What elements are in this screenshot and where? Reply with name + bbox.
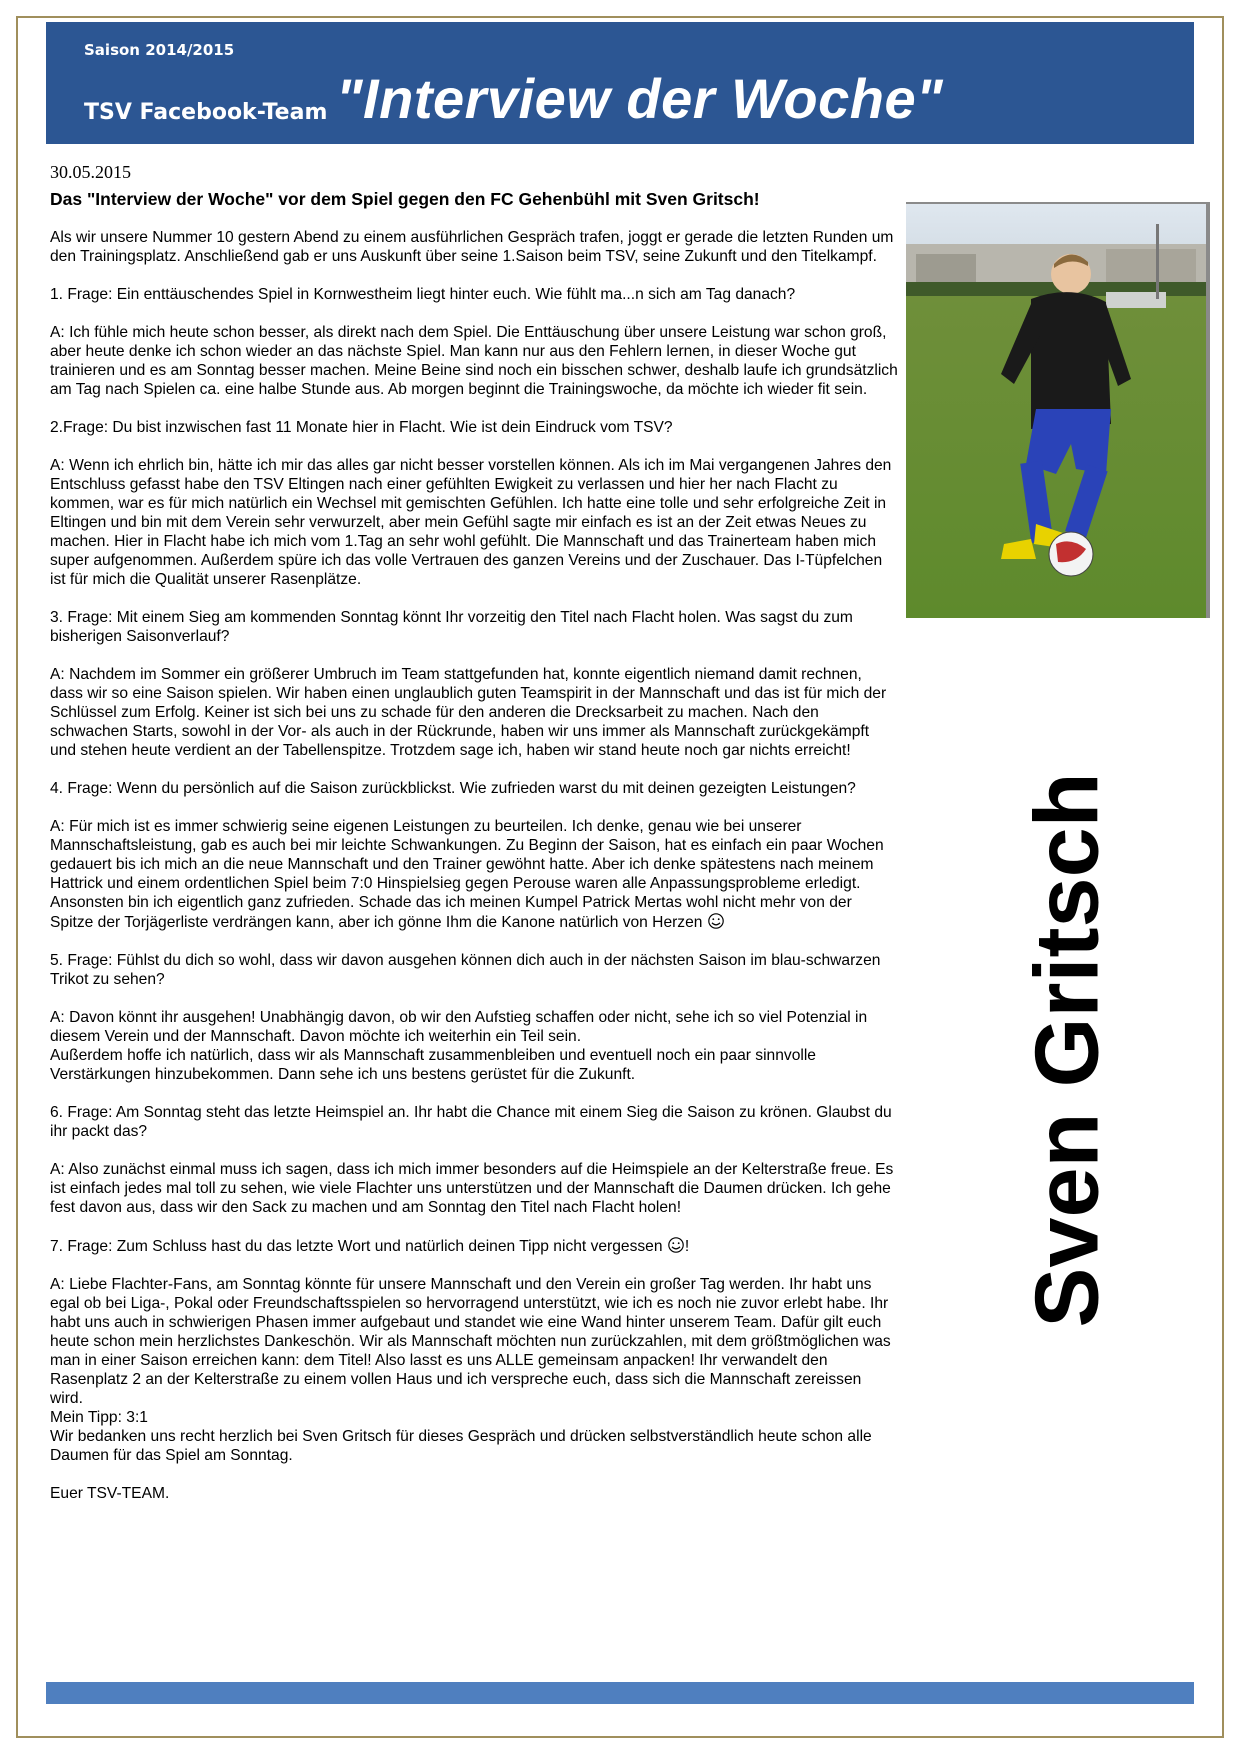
- question-3: 3. Frage: Mit einem Sieg am kommenden Sonntag könnt Ihr vorzeitig den Titel nach Flacht holen. Was sagst du zum bisherigen Saisonverlauf?: [50, 609, 853, 645]
- article-date: 30.05.2015: [50, 162, 131, 182]
- question-1: 1. Frage: Ein enttäuschendes Spiel in Kornwestheim liegt hinter euch. Wie fühlt ma...n sich am Tag danach?: [50, 286, 796, 303]
- intro-paragraph: Als wir unsere Nummer 10 gestern Abend zu einem ausführlichen Gespräch trafen, joggt er gerade die letzten Runden um den Trainingsplatz. Anschließend gab er uns Auskunft über seine 1.Saison beim TSV, seine Zukunft und den Titelkampf.: [50, 229, 894, 265]
- team-label: TSV Facebook-Team: [84, 100, 328, 125]
- answer-1: A: Ich fühle mich heute schon besser, als direkt nach dem Spiel. Die Enttäuschung über unsere Leistung war schon groß, aber heute denke ich schon wieder an das nächste Spiel. Man kann nur aus den Fehlern lernen, in dieser Woche gut trainieren und es am Sonntag besser machen. Meine Beine sind noch ein bisschen schwer, deshalb laufe ich grundsätzlich am Tag nach Spielen ca. eine halbe Stunde aus. Ab morgen beginnt die Trainingswoche, da möchte ich wieder fit sein.: [50, 324, 898, 398]
- question-2: 2.Frage: Du bist inzwischen fast 11 Monate hier in Flacht. Wie ist dein Eindruck vom TSV?: [50, 419, 673, 436]
- question-4: 4. Frage: Wenn du persönlich auf die Saison zurückblickst. Wie zufrieden warst du mit deinen gezeigten Leistungen?: [50, 780, 856, 797]
- header-banner: [46, 22, 1194, 144]
- footer-bar: [46, 1682, 1194, 1704]
- tip-line: Mein Tipp: 3:1: [50, 1409, 148, 1426]
- article-body: [50, 228, 898, 1522]
- player-photo: [906, 202, 1210, 618]
- answer-6: A: Also zunächst einmal muss ich sagen, dass ich mich immer besonders auf die Heimspiele an der Kelterstraße freue. Es ist einfach jedes mal toll zu sehen, wie viele Flachter uns unterstützen und der Mannschaft die Daumen drücken. Ich gehe fest davon aus, dass wir den Sack zu machen und am Sonntag den Titel nach Flacht holen!: [50, 1161, 894, 1216]
- player-photo-illustration: [906, 204, 1206, 618]
- answer-2: A: Wenn ich ehrlich bin, hätte ich mir das alles gar nicht besser vorstellen können. Als ich im Mai vergangenen Jahres den Entschluss gefasst habe den TSV Eltingen nach einer gefühlten Ewigkeit zu verlassen und hier her nach Flacht zu kommen, war es für mich natürlich ein Wechsel mit gemischten Gefühlen. Ich hatte eine tolle und sehr erfolgreiche Zeit in Eltingen und bin mit dem Verein sehr verwurzelt, aber mein Gefühl sagte mir einfach es ist an der Zeit etwas Neues zu machen. Hier in Flacht habe ich mich vom 1.Tag an sehr wohl gefühlt. Die Mannschaft und das Trainerteam haben mich super aufgenommen. Außerdem spüre ich das volle Vertrauen des ganzen Vereins und der Zuschauer. Das I-Tüpfelchen ist für mich die Qualität unserer Rasenplätze.: [50, 457, 892, 588]
- question-7: [50, 1236, 898, 1256]
- thanks-paragraph: Wir bedanken uns recht herzlich bei Sven Gritsch für dieses Gespräch und drücken selbstverständlich heute schon alle Daumen für das Spiel am Sonntag.: [50, 1428, 872, 1464]
- answer-3: A: Nachdem im Sommer ein größerer Umbruch im Team stattgefunden hat, konnte eigentlich niemand damit rechnen, dass wir so eine Saison spielen. Wir haben einen unglaublich guten Teamspirit in der Mannschaft und das ist für mich der Schlüssel zum Erfolg. Keiner ist sich bei uns zu schade für den anderen die Drecksarbeit zu machen. Nach den schwachen Starts, sowohl in der Vor- als auch in der Rückrunde, haben wir uns immer als Mannschaft zurückgekämpft und stehen heute verdient an der Tabellenspitze. Trotzdem sage ich, haben wir stand heute noch gar nichts erreicht!: [50, 666, 887, 759]
- question-5: 5. Frage: Fühlst du dich so wohl, dass wir davon ausgehen können dich auch in der nächsten Saison im blau-schwarzen Trikot zu sehen?: [50, 952, 881, 988]
- season-label: Saison 2014/2015: [84, 41, 235, 59]
- answer-4: [50, 817, 898, 932]
- banner-title: "Interview der Woche": [336, 67, 944, 130]
- question-7-text: 7. Frage: Zum Schluss hast du das letzte Wort und natürlich deinen Tipp nicht vergessen: [50, 1238, 663, 1255]
- answer-7: A: Liebe Flachter-Fans, am Sonntag könnte für unsere Mannschaft und den Verein ein großer Tag werden. Ihr habt uns egal ob bei Liga-, Pokal oder Freundschaftsspielen so hervorragend unterstützt, wie ich es noch nie zuvor erlebt habe. Ihr habt uns auch in schwierigen Phasen immer aufgebaut und standet wie eine Wand hinter unserem Team. Dafür gilt euch heute schon mein herzlichstes Dankeschön. Wir als Mannschaft möchten nun zurückzahlen, mit dem größtmöglichen was man in einer Saison erreichen kann: dem Titel! Also lasst es uns ALLE gemeinsam anpacken! Ihr verwandelt den Rasenplatz 2 an der Kelterstraße zu einem vollen Haus und ich verspreche euch, dass sich die Mannschaft zereissen wird.: [50, 1276, 891, 1407]
- answer-4-text: A: Für mich ist es immer schwierig seine eigenen Leistungen zu beurteilen. Ich denke, genau wie bei unserer Mannschaftsleistung, gab es auch bei mir leichte Schwankungen. Zu Beginn der Saison, hat es einfach ein paar Wochen gedauert bis ich mich an die neue Mannschaft und den Trainer gewöhnt hatte. Aber ich denke spätestens nach meinem Hattrick und einem ordentlichen Spiel beim 7:0 Hinspielsieg gegen Perouse waren alle Anpassungsprobleme erledigt. Ansonsten bin ich eigentlich ganz zufrieden. Schade das ich meinen Kumpel Patrick Mertas wohl nicht mehr von der Spitze der Torjägerliste verdrängen kann, aber ich gönne Ihm die Kanone natürlich von Herzen: [50, 818, 884, 931]
- article-headline: Das "Interview der Woche" vor dem Spiel gegen den FC Gehenbühl mit Sven Gritsch!: [50, 189, 760, 209]
- question-7-end: !: [684, 1238, 690, 1255]
- signoff: Euer TSV-TEAM.: [50, 1485, 170, 1502]
- smiley-icon: [667, 1236, 685, 1254]
- question-6: 6. Frage: Am Sonntag steht das letzte Heimspiel an. Ihr habt die Chance mit einem Sieg die Saison zu krönen. Glaubst du ihr packt das?: [50, 1104, 892, 1140]
- sidebar-name: Sven Gritsch: [1017, 772, 1118, 1328]
- answer-5a: A: Davon könnt ihr ausgehen! Unabhängig davon, ob wir den Aufstieg schaffen oder nicht, sehe ich so viel Potenzial in diesem Verein und der Mannschaft. Davon möchte ich weiterhin ein Teil sein.: [50, 1009, 868, 1045]
- smiley-icon: [707, 912, 725, 930]
- answer-5b: Außerdem hoffe ich natürlich, dass wir als Mannschaft zusammenbleiben und eventuell noch ein paar sinnvolle Verstärkungen hinzubekommen. Dann sehe ich uns bestens gerüstet für die Zukunft.: [50, 1047, 816, 1083]
